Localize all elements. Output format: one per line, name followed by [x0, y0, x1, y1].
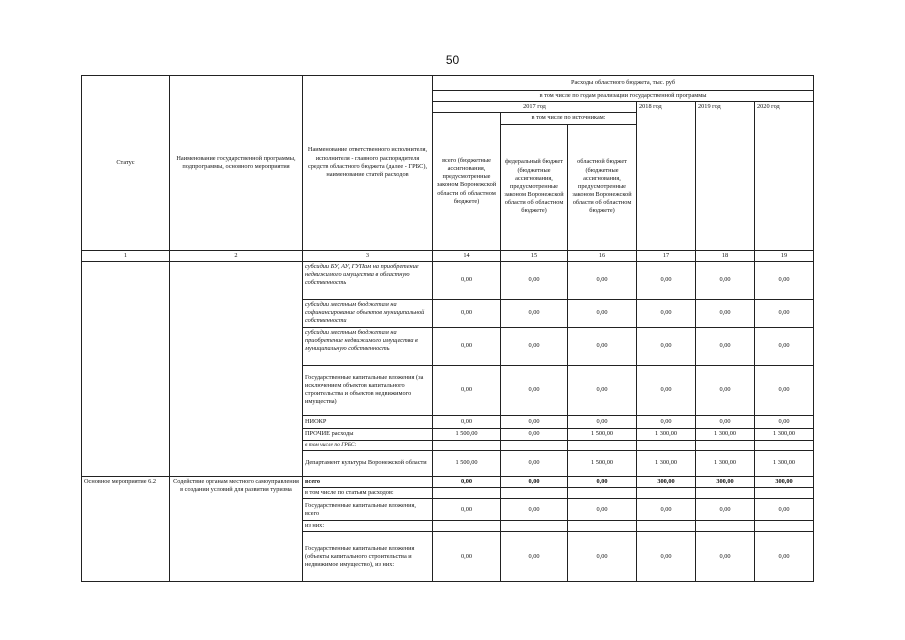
value-2019: 0,00: [696, 299, 755, 327]
value-regional-2017: 0,00: [568, 299, 637, 327]
value-2019: [696, 488, 755, 499]
header-federal: федеральный бюджет (бюджетные ассигнования, предусмотренные законом Воронежской области об областном бюджете): [501, 124, 568, 250]
value-2018: 0,00: [637, 365, 696, 415]
value-2019: 0,00: [696, 532, 755, 582]
col-number: 15: [501, 250, 568, 261]
value-regional-2017: 0,00: [568, 476, 637, 487]
value-2019: [696, 440, 755, 450]
value-2019: 1 300,00: [696, 450, 755, 476]
value-total-2017: 0,00: [433, 499, 501, 521]
expense-name: субсидии местным бюджетам на софинансирование объектов муниципальной собственности: [303, 299, 433, 327]
expense-name: ПРОЧИЕ расходы: [303, 428, 433, 440]
value-federal-2017: [501, 440, 568, 450]
expense-name: Государственные капитальные вложения (за исключением объектов капитального строительства и объектов недвижимого имущества): [303, 365, 433, 415]
value-federal-2017: 0,00: [501, 499, 568, 521]
value-total-2017: 1 500,00: [433, 450, 501, 476]
value-2020: 0,00: [755, 532, 814, 582]
value-regional-2017: 1 500,00: [568, 428, 637, 440]
value-2019: 0,00: [696, 327, 755, 365]
header-2019: 2019 год: [696, 102, 755, 250]
value-2020: 300,00: [755, 476, 814, 487]
expense-name: Государственные капитальные вложения (объекты капитального строительства и недвижимое имущество), из них:: [303, 532, 433, 582]
value-federal-2017: 0,00: [501, 476, 568, 487]
value-federal-2017: 0,00: [501, 415, 568, 428]
value-total-2017: [433, 488, 501, 499]
value-total-2017: [433, 440, 501, 450]
header-by-years: в том числе по годам реализации государственной программы: [433, 91, 814, 102]
value-2020: [755, 521, 814, 532]
expense-name: в том числе по статьям расходов:: [303, 488, 433, 499]
value-2018: 1 300,00: [637, 450, 696, 476]
value-2019: 300,00: [696, 476, 755, 487]
value-total-2017: 0,00: [433, 476, 501, 487]
value-federal-2017: 0,00: [501, 327, 568, 365]
value-federal-2017: 0,00: [501, 450, 568, 476]
value-regional-2017: [568, 521, 637, 532]
value-2018: [637, 488, 696, 499]
value-2018: 0,00: [637, 415, 696, 428]
value-2019: 0,00: [696, 261, 755, 299]
value-regional-2017: 0,00: [568, 365, 637, 415]
value-total-2017: [433, 521, 501, 532]
header-budget-title: Расходы областного бюджета, тыс. руб: [433, 76, 814, 91]
value-2019: 0,00: [696, 499, 755, 521]
value-2020: 0,00: [755, 415, 814, 428]
value-2018: 0,00: [637, 327, 696, 365]
header-regional: областной бюджет (бюджетные ассигнования, предусмотренные законом Воронежской области об областном бюджете): [568, 124, 637, 250]
header-2017: 2017 год: [433, 102, 637, 113]
value-2020: 0,00: [755, 299, 814, 327]
col-number: 3: [303, 250, 433, 261]
value-total-2017: 0,00: [433, 299, 501, 327]
header-executor: Наименование ответственного исполнителя, исполнителя - главного распорядителя средств областного бюджета (далее - ГРБС), наименование статей расходов: [303, 76, 433, 251]
expense-name: субсидии БУ, АУ, ГУПам на приобретение недвижимого имущества в областную собственность: [303, 261, 433, 299]
value-total-2017: 0,00: [433, 415, 501, 428]
value-2018: 0,00: [637, 261, 696, 299]
value-2019: 0,00: [696, 365, 755, 415]
header-by-sources: в том числе по источникам:: [501, 113, 637, 124]
header-2020: 2020 год: [755, 102, 814, 250]
status-cell-empty: [82, 261, 170, 476]
value-federal-2017: [501, 488, 568, 499]
value-total-2017: 0,00: [433, 327, 501, 365]
budget-table: [81, 75, 814, 582]
header-2018: 2018 год: [637, 102, 696, 250]
value-2020: 0,00: [755, 327, 814, 365]
measure-name: Содействие органам местного самоуправления в создании условий для развития туризма: [170, 476, 303, 582]
value-2020: [755, 440, 814, 450]
expense-name: Департамент культуры Воронежской области: [303, 450, 433, 476]
value-2018: 0,00: [637, 299, 696, 327]
col-number: 14: [433, 250, 501, 261]
value-2020: 0,00: [755, 499, 814, 521]
page-number: 50: [445, 53, 460, 67]
value-regional-2017: 0,00: [568, 532, 637, 582]
value-federal-2017: [501, 521, 568, 532]
col-number: 18: [696, 250, 755, 261]
value-total-2017: 1 500,00: [433, 428, 501, 440]
value-regional-2017: 0,00: [568, 415, 637, 428]
value-2020: [755, 488, 814, 499]
value-2018: 0,00: [637, 499, 696, 521]
expense-name: всего: [303, 476, 433, 487]
value-2020: 0,00: [755, 261, 814, 299]
value-2019: 0,00: [696, 415, 755, 428]
expense-name: из них:: [303, 521, 433, 532]
header-status: Статус: [82, 76, 170, 251]
header-total: всего (бюджетные ассигнования, предусмотренные законом Воронежской области об областном бюджете): [433, 113, 501, 250]
value-federal-2017: 0,00: [501, 299, 568, 327]
value-regional-2017: 1 500,00: [568, 450, 637, 476]
expense-name: Государственные капитальные вложения, всего: [303, 499, 433, 521]
expense-name: в том числе по ГРБС:: [303, 440, 433, 450]
value-regional-2017: [568, 440, 637, 450]
value-total-2017: 0,00: [433, 532, 501, 582]
value-2018: 0,00: [637, 532, 696, 582]
measure-status: Основное мероприятие 6.2: [82, 476, 170, 582]
value-federal-2017: 0,00: [501, 261, 568, 299]
value-federal-2017: 0,00: [501, 365, 568, 415]
value-2020: 1 300,00: [755, 428, 814, 440]
expense-name: субсидии местным бюджетам на приобретение недвижимого имущества в муниципальную собственность: [303, 327, 433, 365]
expense-name: НИОКР: [303, 415, 433, 428]
value-federal-2017: 0,00: [501, 428, 568, 440]
value-total-2017: 0,00: [433, 365, 501, 415]
header-program-name: Наименование государственной программы, подпрограммы, основного мероприятия: [170, 76, 303, 251]
col-number: 17: [637, 250, 696, 261]
value-2018: 1 300,00: [637, 428, 696, 440]
value-regional-2017: 0,00: [568, 499, 637, 521]
col-number: 2: [170, 250, 303, 261]
value-2018: [637, 440, 696, 450]
col-number: 19: [755, 250, 814, 261]
value-federal-2017: 0,00: [501, 532, 568, 582]
value-regional-2017: [568, 488, 637, 499]
value-2020: 0,00: [755, 365, 814, 415]
col-number: 1: [82, 250, 170, 261]
value-2019: [696, 521, 755, 532]
value-2020: 1 300,00: [755, 450, 814, 476]
value-regional-2017: 0,00: [568, 261, 637, 299]
value-2018: 300,00: [637, 476, 696, 487]
col-number: 16: [568, 250, 637, 261]
program-cell-empty: [170, 261, 303, 476]
value-regional-2017: 0,00: [568, 327, 637, 365]
value-2018: [637, 521, 696, 532]
value-2019: 1 300,00: [696, 428, 755, 440]
value-total-2017: 0,00: [433, 261, 501, 299]
